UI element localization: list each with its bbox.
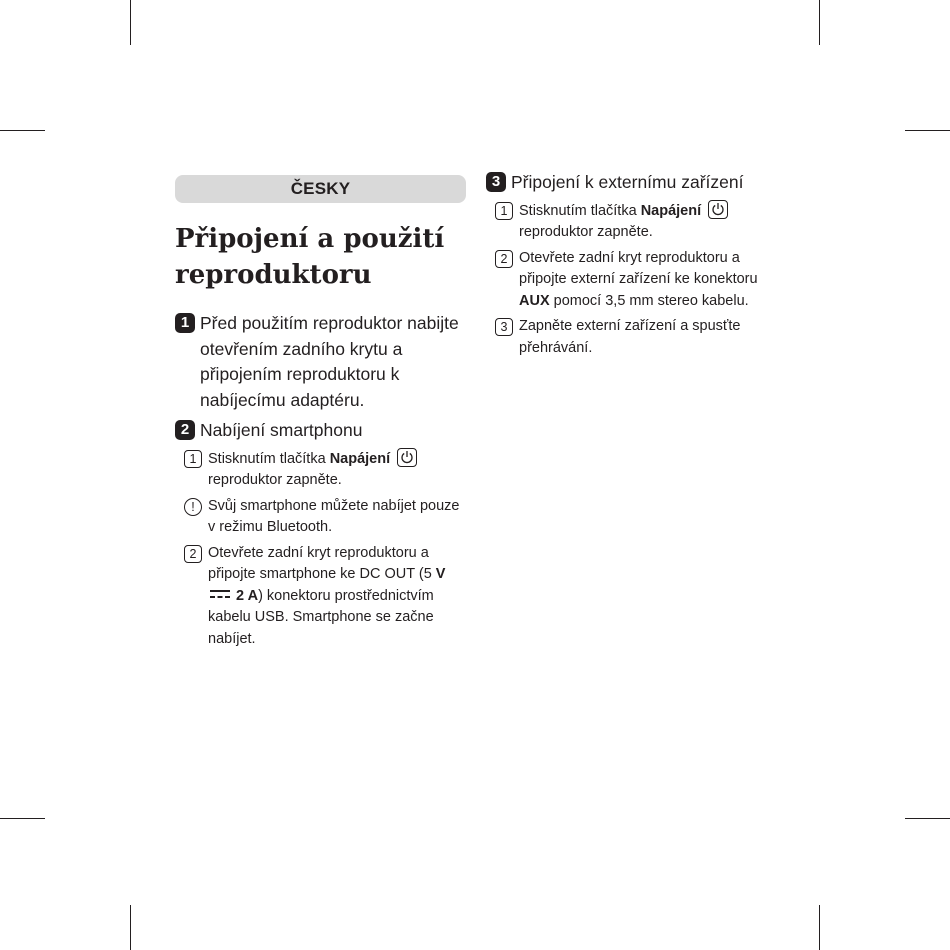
warning-icon: ! bbox=[184, 498, 202, 516]
step-text: Připojení k externímu zařízení bbox=[511, 172, 744, 192]
substep-number: 1 bbox=[495, 202, 513, 220]
page-title: Připojení a použití reproduktoru bbox=[175, 224, 445, 290]
substep-number: 3 bbox=[495, 318, 513, 336]
crop-mark bbox=[819, 905, 820, 950]
left-column bbox=[175, 175, 466, 650]
crop-mark bbox=[0, 130, 45, 131]
button-name: Napájení bbox=[329, 450, 391, 467]
power-icon bbox=[708, 200, 728, 219]
crop-mark bbox=[0, 818, 45, 819]
step-text: Před použitím reproduktor nabijte otevřením zadního krytu a připojením reproduktoru k nabíjecímu adaptéru. bbox=[200, 313, 459, 410]
step-number: 1 bbox=[175, 313, 195, 333]
crop-mark bbox=[819, 0, 820, 45]
crop-mark bbox=[130, 0, 131, 45]
button-name: Napájení bbox=[640, 202, 702, 219]
dc-current-icon bbox=[210, 589, 230, 599]
crop-mark bbox=[905, 818, 950, 819]
step-number: 3 bbox=[486, 172, 506, 192]
substep-number: 1 bbox=[184, 450, 202, 468]
step-text: Nabíjení smartphonu bbox=[200, 420, 363, 440]
step-3 bbox=[486, 170, 766, 196]
substep-number: 2 bbox=[184, 545, 202, 563]
step-number: 2 bbox=[175, 420, 195, 440]
substep: 1 Stisknutím tlačítka Napájení reproduktor zapněte. bbox=[175, 448, 466, 492]
power-icon bbox=[397, 448, 417, 467]
substep: 2 Otevřete zadní kryt reproduktoru a připojte externí zařízení ke konektoru AUX pomocí 3,5 mm stereo kabelu. bbox=[486, 248, 766, 313]
crop-mark bbox=[905, 130, 950, 131]
substep: 3 Zapněte externí zařízení a spusťte přehrávání. bbox=[486, 316, 766, 359]
step-2 bbox=[175, 418, 466, 444]
substep-note: ! Svůj smartphone můžete nabíjet pouze v režimu Bluetooth. bbox=[175, 496, 466, 539]
language-label: ČESKY bbox=[175, 175, 466, 203]
right-column bbox=[486, 170, 766, 359]
connector-name: AUX bbox=[519, 292, 550, 309]
crop-mark bbox=[130, 905, 131, 950]
substep: 1 Stisknutím tlačítka Napájení reproduktor zapněte. bbox=[486, 200, 766, 244]
substep: 2 Otevřete zadní kryt reproduktoru a připojte smartphone ke DC OUT (5 V 2 A) konektoru prostřednictvím kabelu USB. Smartphone se začne nabíjet. bbox=[175, 543, 466, 651]
substep-number: 2 bbox=[495, 250, 513, 268]
step-1 bbox=[175, 311, 466, 413]
